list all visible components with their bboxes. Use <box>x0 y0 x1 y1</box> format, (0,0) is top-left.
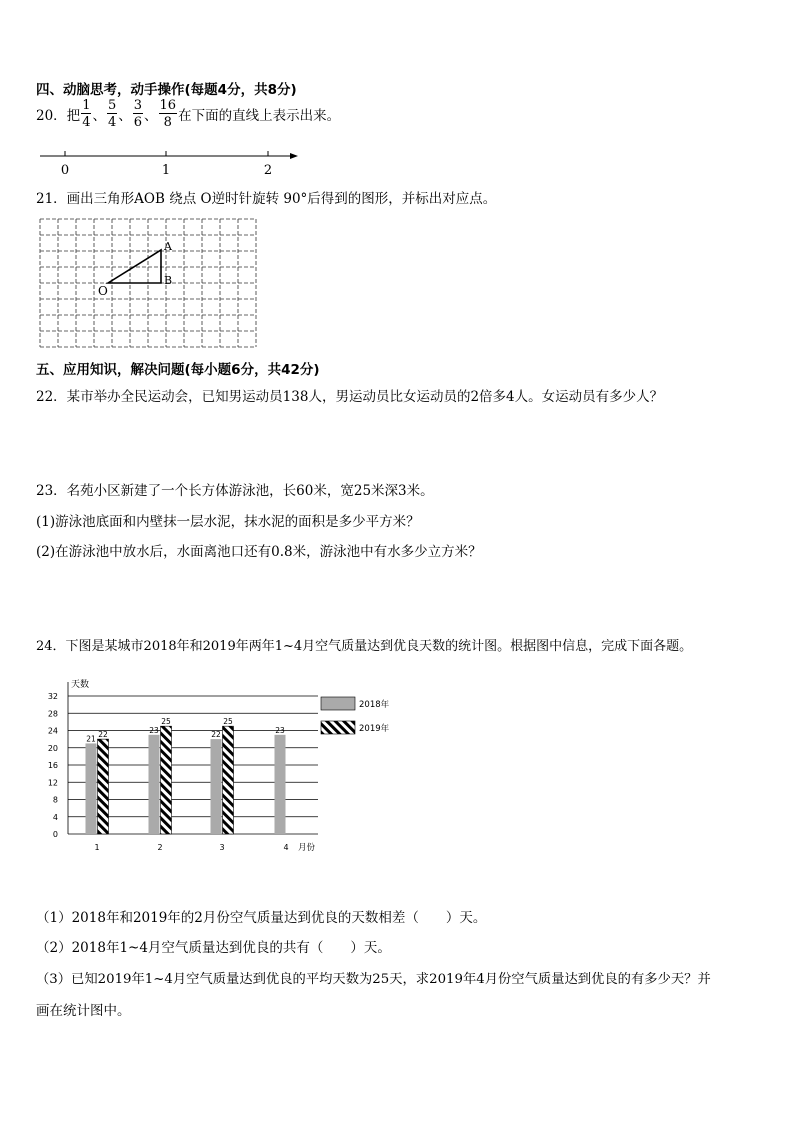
arrow-icon <box>290 153 298 159</box>
question-24-part-3: （3）已知2019年1~4月空气质量达到优良的平均天数为25天，求2019年4月份空气质量达到优良的有多少天？并 <box>36 972 711 987</box>
x-axis-label: 月份 <box>298 843 316 853</box>
data-label: 23 <box>275 725 285 735</box>
bar-2018-2 <box>149 735 160 834</box>
data-label: 22 <box>98 730 108 740</box>
legend-label: 2018年 <box>359 700 390 710</box>
bar-2019-3 <box>223 726 234 834</box>
data-label: 23 <box>149 725 159 735</box>
legend-label: 2019年 <box>359 724 390 734</box>
question-23: 23．名苑小区新建了一个长方体游泳池，长60米，宽25米深3米。 <box>36 483 434 499</box>
question-21: 21．画出三角形AOB 绕点 O逆时针旋转 90°后得到的图形，并标出对应点。 <box>36 191 497 207</box>
y-tick-label: 20 <box>47 743 58 753</box>
y-tick-label: 12 <box>47 778 58 788</box>
q20-prefix: 20．把 <box>36 108 81 124</box>
y-tick-label: 0 <box>52 830 58 839</box>
fraction-3: $\frac{3}{6}$ <box>133 98 143 130</box>
data-label: 22 <box>211 730 221 740</box>
bar-2019-1 <box>98 739 109 834</box>
x-tick-label: 2 <box>157 843 163 852</box>
tick-1: 1 <box>161 163 171 178</box>
y-tick-label: 24 <box>47 726 58 736</box>
fraction-1: $\frac{1}{4}$ <box>82 98 91 130</box>
data-label: 25 <box>161 717 171 727</box>
question-24-part-3-cont: 画在统计图中。 <box>36 1003 131 1019</box>
x-tick-label: 4 <box>283 843 289 852</box>
y-tick-label: 32 <box>47 692 58 701</box>
label-b: B <box>164 274 173 287</box>
number-line <box>36 146 306 180</box>
y-tick-label: 8 <box>52 795 58 805</box>
bar-2018-3 <box>211 739 222 834</box>
x-tick-label: 1 <box>94 843 100 852</box>
question-22: 22．某市举办全民运动会，已知男运动员138人，男运动员比女运动员的2倍多4人。女运动员有多少人？ <box>36 389 664 405</box>
y-tick-label: 16 <box>47 761 58 770</box>
bar-2018-4 <box>275 735 286 834</box>
bar-2018-1 <box>86 743 97 834</box>
section-4-title: 四、动脑思考，动手操作(每题4分，共8分) <box>36 82 297 98</box>
data-label: 21 <box>86 734 96 744</box>
bar-chart <box>40 674 410 860</box>
y-tick-label: 28 <box>47 709 58 719</box>
label-a: A <box>164 240 172 253</box>
x-tick-label: 3 <box>219 843 225 852</box>
fraction-4: $\frac{16}{8}$ <box>159 98 177 130</box>
question-20: 20．把 $\frac{1}{4}$ 、 $\frac{5}{4}$ 、 $\frac{3}{6}$ 、 $\frac{16}{8}$ 在下面的直线上表示出来。 <box>36 98 341 130</box>
bar-2019-2 <box>161 726 172 834</box>
question-24-part-1: （1）2018年和2019年的2月份空气质量达到优良的天数相差（ ）天。 <box>36 910 487 926</box>
label-o: O <box>98 284 108 298</box>
fraction-2: $\frac{5}{4}$ <box>107 98 117 130</box>
question-23-part-2: (2)在游泳池中放水后，水面离池口还有0.8米，游泳池中有水多少立方米？ <box>36 544 482 560</box>
legend-swatch <box>321 697 355 710</box>
data-label: 25 <box>223 717 233 727</box>
q20-suffix: 在下面的直线上表示出来。 <box>178 108 341 124</box>
legend-swatch <box>321 721 355 734</box>
tick-0: 0 <box>60 163 70 178</box>
question-24-part-2: （2）2018年1~4月空气质量达到优良的共有（ ）天。 <box>36 940 391 956</box>
question-23-part-1: (1)游泳池底面和内壁抹一层水泥，抹水泥的面积是多少平方米？ <box>36 514 420 530</box>
triangle-aob <box>108 250 161 283</box>
tick-2: 2 <box>263 163 273 178</box>
y-axis-label: 天数 <box>71 680 90 690</box>
question-24: 24．下图是某城市2018年和2019年两年1~4月空气质量达到优良天数的统计图。根据图中信息，完成下面各题。 <box>36 639 693 654</box>
section-5-title: 五、应用知识，解决问题(每小题6分，共42分) <box>36 362 320 378</box>
dotted-grid <box>36 217 272 349</box>
y-tick-label: 4 <box>52 812 58 822</box>
